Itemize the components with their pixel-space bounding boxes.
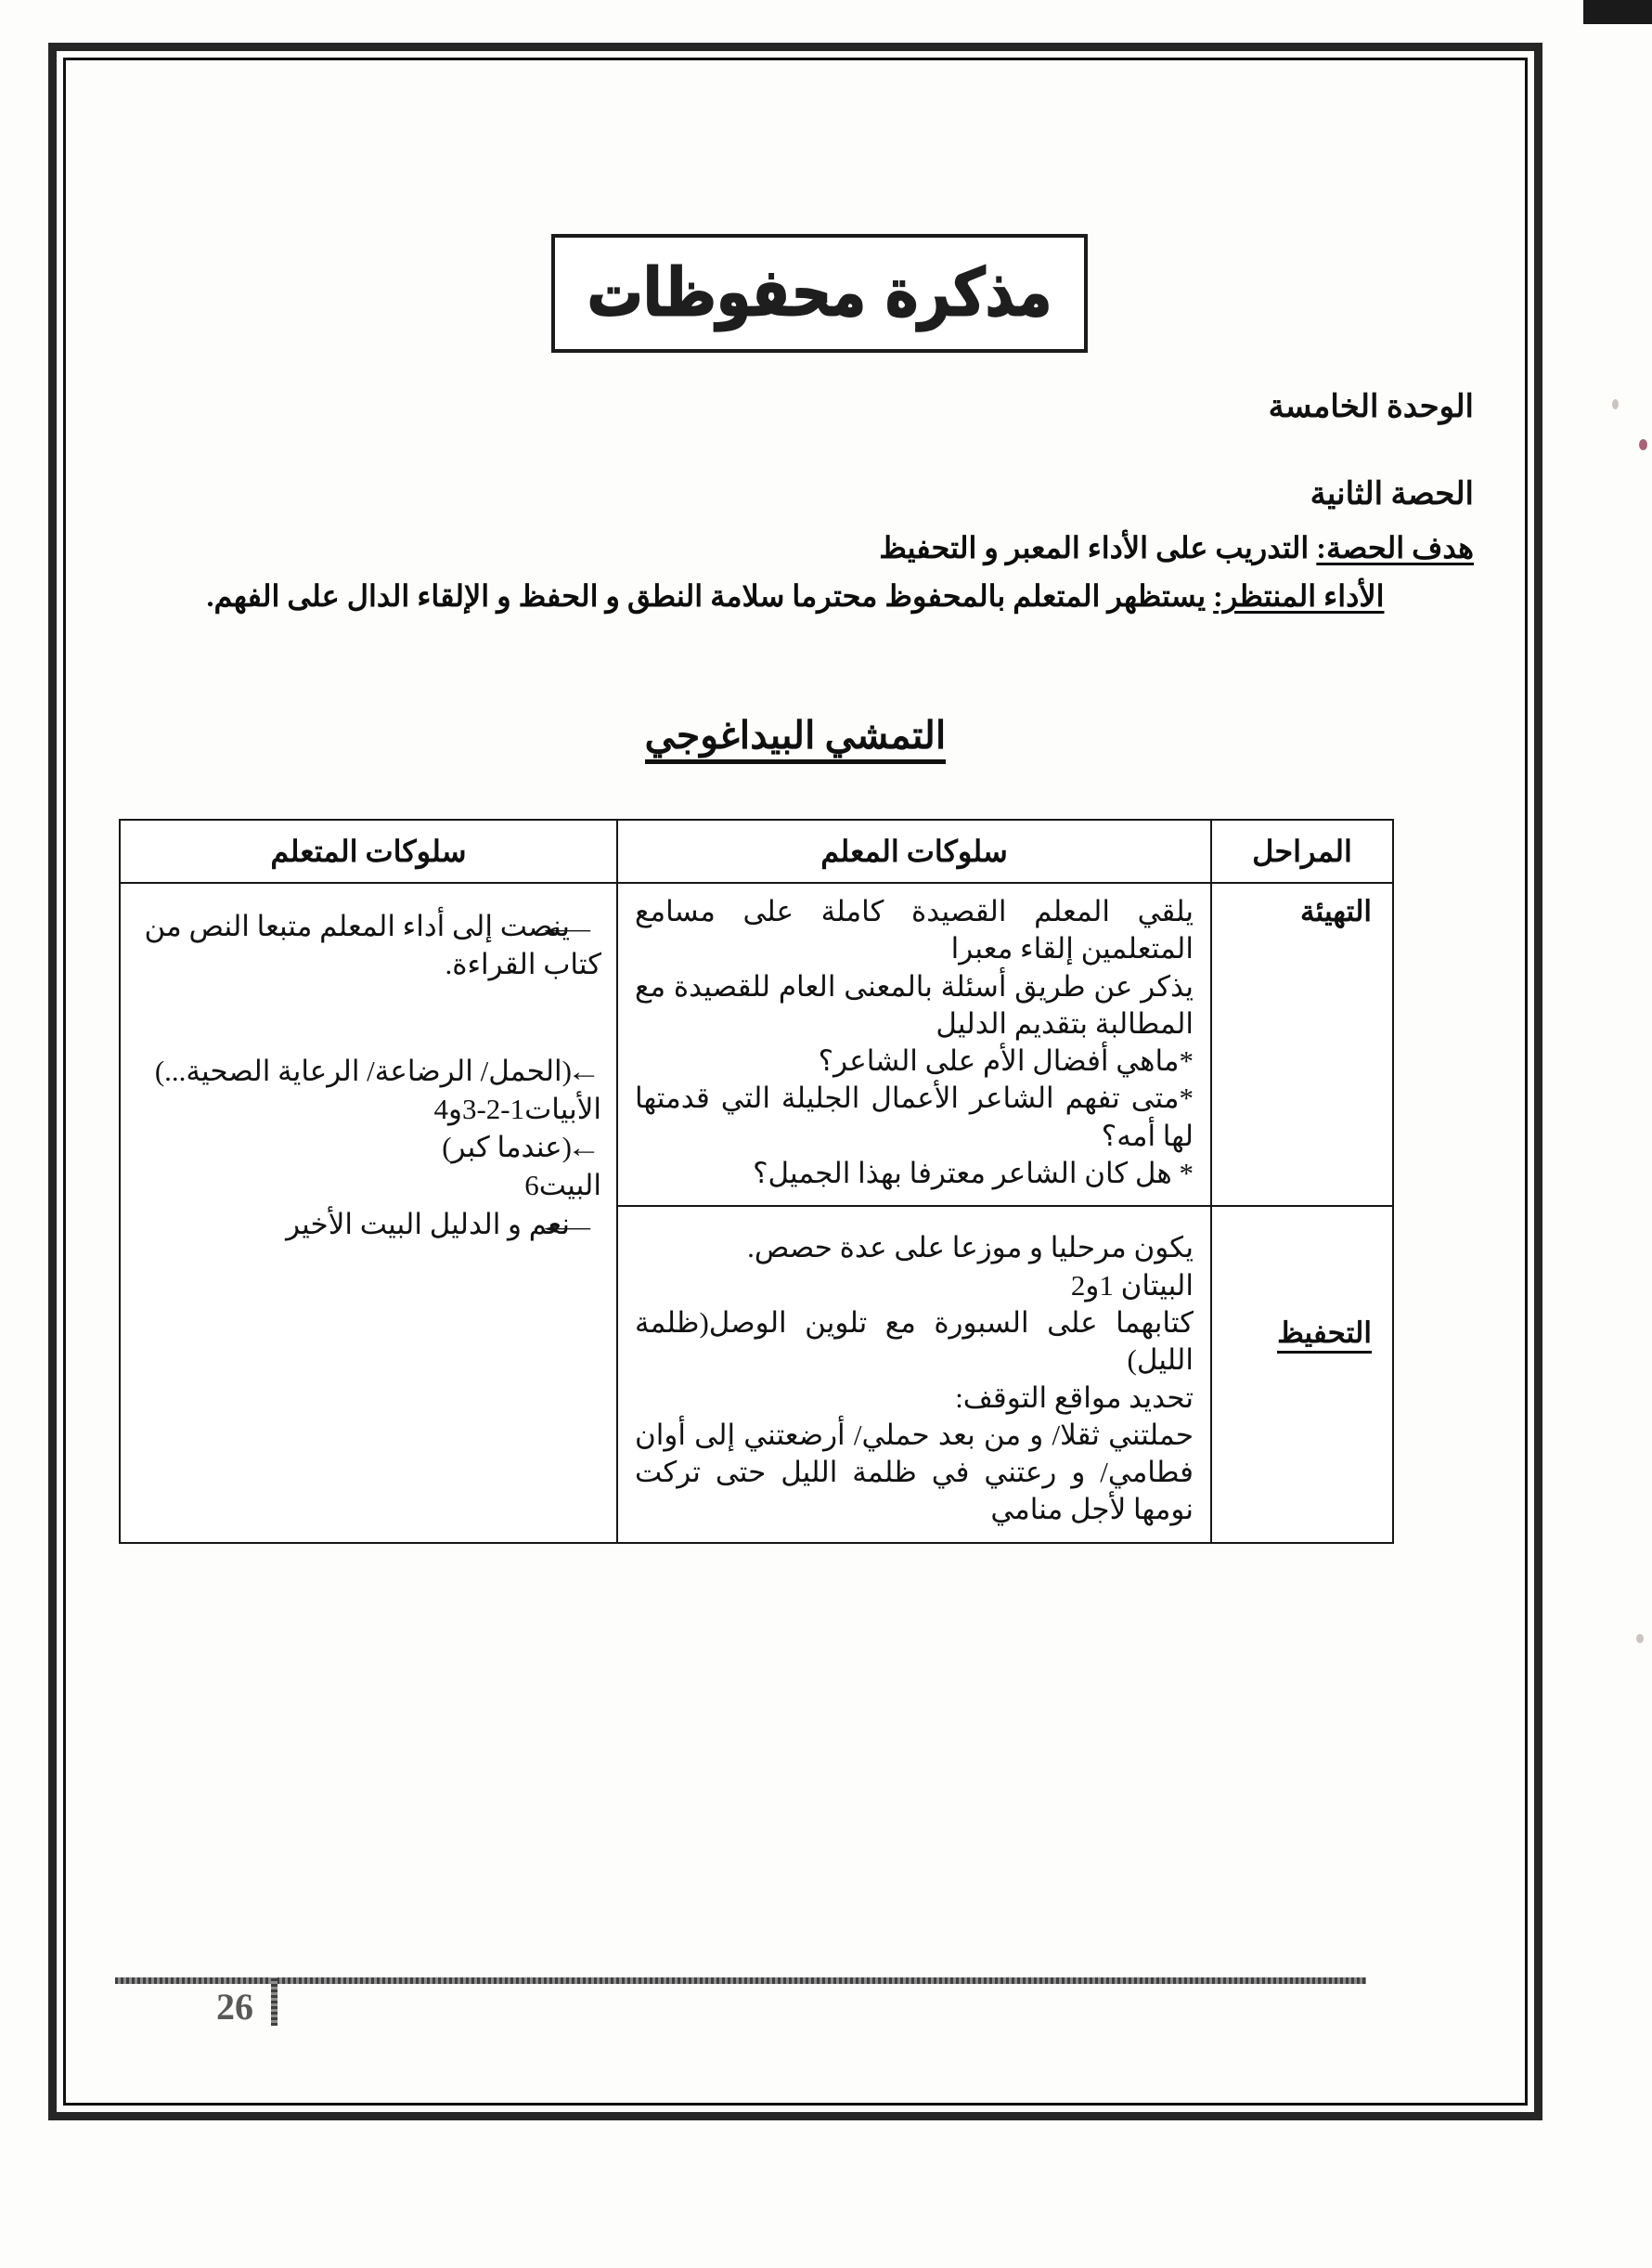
teacher-verse-ref: البيتان 1و2: [1070, 1268, 1194, 1302]
teacher-question: * هل كان الشاعر معترفا بهذا الجميل؟: [753, 1157, 1194, 1190]
scan-speck: [1636, 1634, 1644, 1643]
scan-speck: [1612, 399, 1619, 409]
footer-rule: [115, 1977, 1366, 1984]
teacher-question: *ماهي أفضال الأم على الشاعر؟: [818, 1044, 1194, 1078]
learner-behaviors-cell: [120, 883, 617, 1543]
teacher-behaviors-cell: [617, 883, 1211, 1206]
learner-response: ← نعم و الدليل البيت الأخير: [136, 1204, 601, 1244]
column-header-stages: المراحل: [1211, 820, 1393, 883]
teacher-line: يكون مرحليا و موزعا على عدة حصص.: [747, 1231, 1194, 1264]
stage-label: التهيئة: [1299, 895, 1372, 927]
page-number: 26: [216, 1986, 253, 2028]
approach-heading-text: التمشي البيداغوجي: [645, 714, 947, 764]
page-content: [89, 85, 1502, 2078]
stage-label: التحفيظ: [1277, 1316, 1372, 1354]
column-header-learner: سلوكات المتعلم: [120, 820, 617, 883]
teacher-question: *متى تفهم الشاعر الأعمال الجليلة التي قدمتها لها أمه؟: [635, 1082, 1194, 1152]
learner-verse-ref: البيت6: [524, 1168, 601, 1201]
session-label: الحصة الثانية: [1310, 477, 1474, 512]
session-goal: [117, 527, 1474, 569]
footer-tick: [271, 1977, 277, 2026]
teacher-verse-text: حملتني ثقلا/ و من بعد حملي/ أرضعتني إلى أوان فطامي/ و رعتني في ظلمة الليل حتى تركت نومها لأجل منامي: [635, 1418, 1194, 1526]
teacher-line: تحديد مواقع التوقف:: [955, 1380, 1194, 1414]
document-title: مذكرة محفوظات: [587, 254, 1052, 332]
table-header-row: [120, 820, 1393, 883]
document-title-box: [551, 234, 1088, 353]
table-row: [120, 883, 1393, 1206]
pedagogical-approach-table: [119, 819, 1394, 1544]
session-goal-text: التدريب على الأداء المعبر و التحفيظ: [879, 531, 1310, 564]
scan-speck: [1639, 439, 1647, 450]
scan-artifact-corner: [1583, 0, 1652, 24]
unit-label: الوحدة الخامسة: [1268, 390, 1474, 424]
teacher-line: يذكر عن طريق أسئلة بالمعنى العام للقصيدة مع المطالبة بتقديم الدليل: [635, 969, 1194, 1040]
teacher-behaviors-cell: [617, 1206, 1211, 1542]
learner-response: ← (الحمل/ الرضاعة/ الرعاية الصحية...): [136, 1053, 601, 1091]
stage-cell: [1211, 1206, 1393, 1542]
teacher-line: يلقي المعلم القصيدة كاملة على مسامع المتعلمين إلقاء معبرا: [635, 895, 1194, 966]
session-goal-label: هدف الحصة:: [1316, 531, 1474, 564]
expected-performance-text: يستظهر المتعلم بالمحفوظ محترما سلامة النطق و الحفظ و الإلقاء الدال على الفهم.: [206, 579, 1207, 613]
expected-performance: [117, 576, 1474, 617]
teacher-line: كتابهما على السبورة مع تلوين الوصل(ظلمة الليل): [635, 1305, 1194, 1377]
approach-heading: [89, 713, 1502, 758]
expected-performance-label: الأداء المنتظر:: [1213, 579, 1385, 613]
learner-response: ← (عندما كبر): [136, 1129, 601, 1167]
column-header-teacher: سلوكات المعلم: [617, 820, 1211, 883]
stage-cell: [1211, 883, 1393, 1206]
learner-verse-ref: الأبيات1-2-3و4: [433, 1092, 601, 1125]
learner-response: ← ينصت إلى أداء المعلم متبعا النص من كتاب القراءة.: [136, 906, 601, 984]
